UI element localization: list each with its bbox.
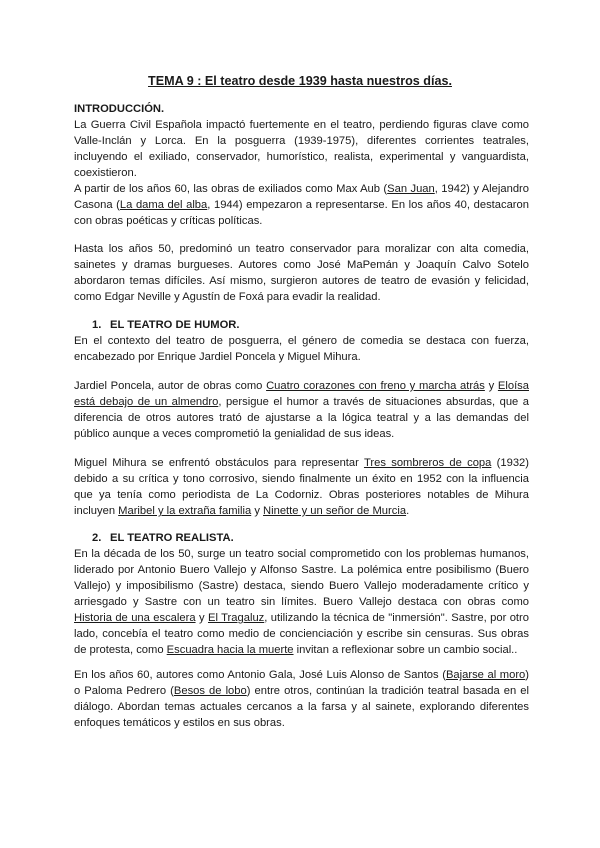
section-1-paragraph-1: En el contexto del teatro de posguerra, el género de comedia se destaca con fuerza, encabezado por Enrique Jardiel Poncela y Miguel Mihura. — [74, 335, 529, 363]
work-title: Tres sombreros de copa — [363, 457, 492, 469]
text-run: A partir de los años 60, las obras de exiliados como Max Aub ( — [74, 183, 388, 195]
text-run: y — [195, 612, 208, 624]
section-2-heading — [74, 530, 529, 546]
section-number: 1. — [92, 319, 102, 331]
section-number: 2. — [92, 532, 102, 544]
text-run: , 1942) y Alejandro Casona ( — [74, 183, 529, 211]
text-run: , 1944) empezaron a representarse. En los años 40, destacaron con obras poéticas y críticas políticas. — [74, 199, 529, 227]
text-run: Jardiel Poncela, autor de obras como — [74, 380, 267, 392]
text-run: En la década de los 50, surge un teatro social comprometido con los problemas humanos, liderado por Antonio Buero Vallejo y Alfonso Sastre. La polémica entre posibilismo (Buero Vallejo) y imposibilismo (Sastre) destaca, siendo Buero Vallejo moderadamente crítico y arriesgado y Sastre con un teatro sin límites. Buero Vallejo destaca con obras como — [74, 548, 529, 608]
intro-paragraph-2 — [74, 181, 529, 229]
intro-section — [74, 101, 529, 181]
text-run: , persigue el humor a través de situaciones absurdas, que a diferencia de otros autores trató de ajustarse a la lógica teatral y a las demandas del público aunque a veces comprometió la genialidad de sus ideas. — [74, 396, 530, 440]
text-run: y — [251, 505, 264, 517]
intro-heading: INTRODUCCIÓN. — [74, 103, 165, 115]
text-run: ) entre otros, continúan la tradición teatral basada en el diálogo. Abordan temas actuales cercanos a la farsa y al sainete, explorando diferentes enfoques temáticos y estilos en sus obras. — [74, 685, 529, 729]
section-title: EL TEATRO DE HUMOR. — [110, 319, 240, 331]
section-2 — [74, 530, 529, 658]
work-title: Bajarse al moro — [445, 669, 526, 681]
section-2-paragraph-2 — [74, 667, 529, 731]
text-run: Miguel Mihura se enfrentó obstáculos para representar — [74, 457, 364, 469]
work-title: El Tragaluz — [207, 612, 265, 624]
section-1 — [74, 317, 529, 365]
text-run: , utilizando la técnica de "inmersión". Sastre, por otro lado, concebía el teatro como medio de concienciación y escribe sin censuras. Sus obras de protesta, como — [74, 612, 529, 656]
work-title: San Juan — [387, 183, 435, 195]
text-run: En los años 60, autores como Antonio Gala, José Luis Alonso de Santos ( — [74, 669, 446, 681]
work-title: Besos de lobo — [173, 685, 247, 697]
work-title: Ninette y un señor de Murcia — [263, 505, 407, 517]
text-run: y — [484, 380, 498, 392]
work-title: La dama del alba — [119, 199, 208, 211]
text-run: ) o Paloma Pedrero ( — [74, 669, 529, 697]
work-title: Eloísa está debajo de un almendro — [74, 380, 529, 408]
section-1-paragraph-2 — [74, 378, 529, 442]
text-run: . — [406, 505, 410, 517]
text-run: (1932) debido a su crítica y tono corrosivo, siendo finalmente un éxito en 1952 con la influencia que ya tenía como periodista de La Codorniz. Obras posteriores notables de Mihura incluyen — [74, 457, 529, 517]
section-1-heading — [74, 317, 529, 333]
work-title: Historia de una escalera — [74, 612, 196, 624]
document-title: TEMA 9 : El teatro desde 1939 hasta nuestros días. — [148, 74, 452, 88]
work-title: Escuadra hacia la muerte — [166, 644, 294, 656]
text-run: invitan a reflexionar sobre un cambio social.. — [293, 644, 518, 656]
work-title: Cuatro corazones con freno y marcha atrás — [266, 380, 485, 392]
section-title: EL TEATRO REALISTA. — [110, 532, 234, 544]
paragraph-text: Hasta los años 50, predominó un teatro conservador para moralizar con alta comedia, sainetes y dramas burgueses. Autores como José MaPemán y Joaquín Calvo Sotelo abordaron temas difíciles. Así mismo, surgieron autores de teatro de evasión y felicidad, como Edgar Neville y Agustín de Foxá para evadir la realidad. — [74, 243, 529, 303]
intro-paragraph-1: La Guerra Civil Española impactó fuertemente en el teatro, perdiendo figuras clave como Valle-Inclán y Lorca. En la posguerra (1939-1975), diferentes corrientes teatrales, incluyendo el exiliado, conservador, humorístico, realista, experimental y vanguardista, coexistieron. — [74, 119, 529, 179]
section-1-paragraph-3 — [74, 455, 529, 519]
intro-paragraph-3 — [74, 241, 529, 305]
work-title: Maribel y la extraña familia — [118, 505, 252, 517]
